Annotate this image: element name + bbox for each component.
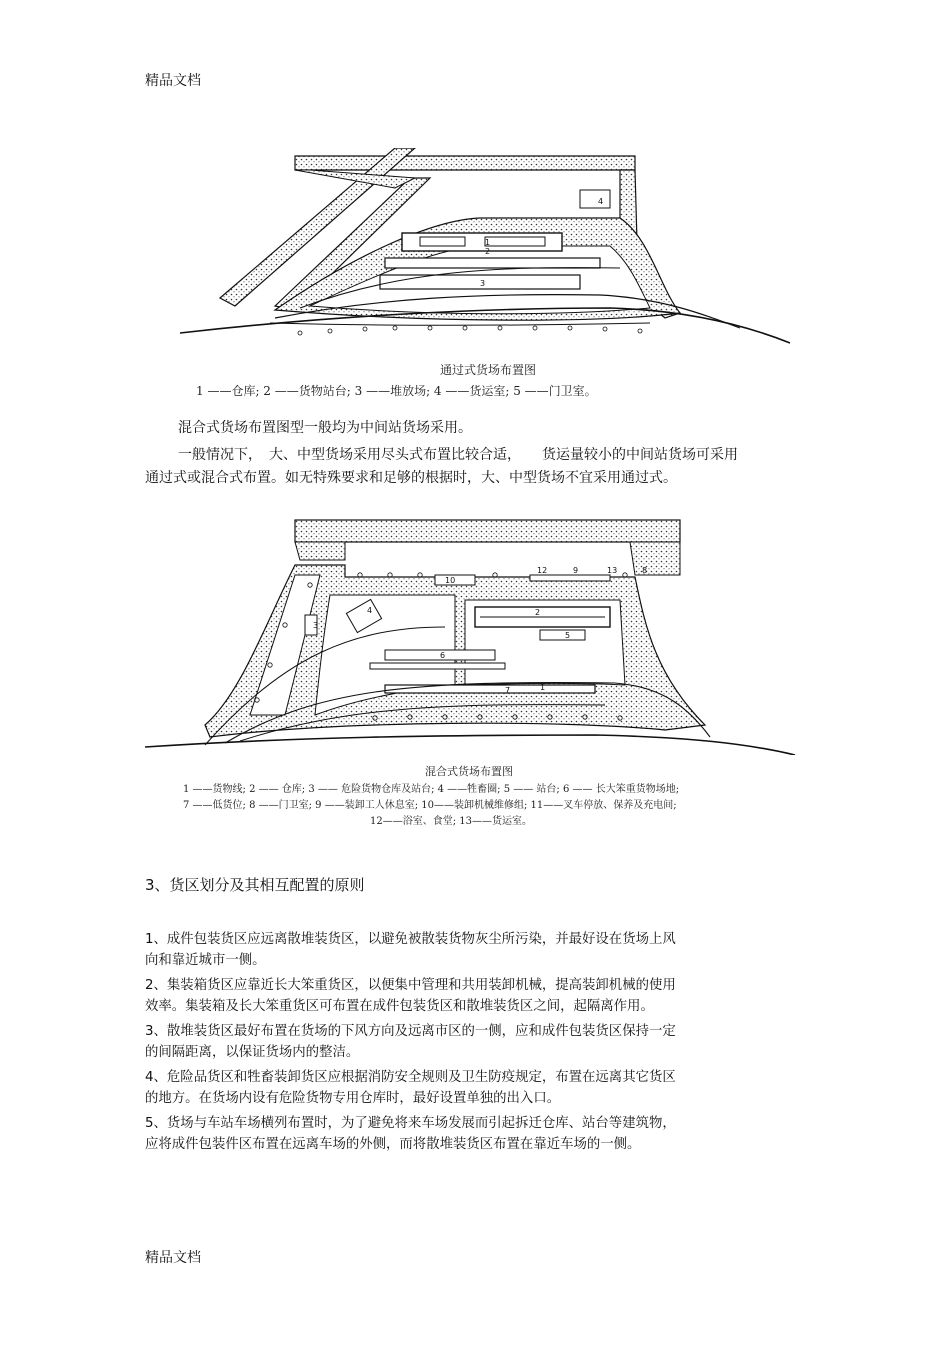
paragraph-2-line1: 一般情况下， 大、中型货场采用尽头式布置比较合适， 货运量较小的中间站货场可采用 (178, 447, 738, 463)
fig2-label-5: 5 (565, 631, 571, 640)
fig1-label-3: 3 (480, 279, 486, 288)
paragraph-2-line2: 通过式或混合式布置。如无特殊要求和足够的根据时，大、中型货场不宜采用通过式。 (145, 470, 677, 486)
fig1-legend: 1 ——仓库; 2 ——货物站台; 3 ——堆放场; 4 ——货运室; 5 ——门卫室。 (196, 384, 597, 398)
principle-line: 的间隔距离，以保证货场内的整洁。 (145, 1045, 360, 1060)
principle-item (145, 1113, 745, 1155)
principle-line: 1、成件包装货区应远离散堆装货区，以避免被散装货物灰尘所污染，并最好设在货场上风 (145, 932, 676, 947)
principle-item (145, 929, 745, 971)
through-yard-diagram (180, 148, 790, 348)
fig2-label-6: 6 (440, 651, 446, 660)
fig2-legend-line2: 7 ——低货位; 8 ——门卫室; 9 ——装卸工人休息室; 10——装卸机械维修组; 11——叉车停放、保养及充电间; (183, 800, 677, 811)
fig2-label-7: 7 (505, 686, 511, 695)
fig2-label-8: 8 (642, 566, 648, 575)
principle-line: 向和靠近城市一侧。 (145, 953, 266, 968)
fig2-label-12: 12 (537, 566, 548, 575)
fig2-legend-line1: 1 ——货物线; 2 —— 仓库; 3 —— 危险货物仓库及站台; 4 ——牲畜圈; 5 —— 站台; 6 —— 长大笨重货物场地; (183, 784, 680, 795)
fig2-title: 混合式货场布置图 (425, 765, 513, 778)
fig2-label-4: 4 (367, 606, 373, 615)
fig2-label-9: 9 (573, 566, 579, 575)
page-header: 精品文档 (145, 73, 201, 89)
fig1-title: 通过式货场布置图 (440, 363, 537, 377)
principle-line: 应将成件包装件区布置在远离车场的外侧，而将散堆装货区布置在靠近车场的一侧。 (145, 1137, 641, 1152)
fig1-label-4: 4 (598, 197, 604, 206)
fig1-label-1: 1 (485, 238, 491, 247)
fig2-label-10: 10 (445, 576, 456, 585)
fig2-legend-line3: 12——浴室、食堂; 13——货运室。 (370, 816, 532, 827)
fig2-label-2: 2 (535, 608, 541, 617)
principle-line: 3、散堆装货区最好布置在货场的下风方向及远离市区的一侧，应和成件包装货区保持一定 (145, 1024, 676, 1039)
principle-line: 效率。集装箱及长大笨重货区可布置在成件包装货区和散堆装货区之间，起隔离作用。 (145, 999, 654, 1014)
principle-item (145, 975, 745, 1017)
section-heading: 3、货区划分及其相互配置的原则 (145, 876, 365, 894)
principles-list (145, 929, 745, 1159)
principle-item (145, 1067, 745, 1109)
principle-item (145, 1021, 745, 1063)
paragraph-1: 混合式货场布置图型一般均为中间站货场采用。 (178, 420, 472, 436)
principle-line: 5、货场与车站车场横列布置时，为了避免将来车场发展而引起拆迁仓库、站台等建筑物， (145, 1116, 676, 1131)
principle-line: 2、集装箱货区应靠近长大笨重货区，以便集中管理和共用装卸机械，提高装卸机械的使用 (145, 978, 676, 993)
mixed-yard-diagram (145, 515, 805, 755)
fig2-label-1: 1 (540, 683, 546, 692)
principle-line: 的地方。在货场内设有危险货物专用仓库时，最好设置单独的出入口。 (145, 1091, 561, 1106)
principle-line: 4、危险品货区和牲畜装卸货区应根据消防安全规则及卫生防疫规定，布置在远离其它货区 (145, 1070, 676, 1085)
fig2-label-13: 13 (607, 566, 618, 575)
fig2-label-3: 3 (313, 621, 319, 630)
fig1-label-2: 2 (485, 247, 491, 256)
page-footer: 精品文档 (145, 1250, 201, 1266)
